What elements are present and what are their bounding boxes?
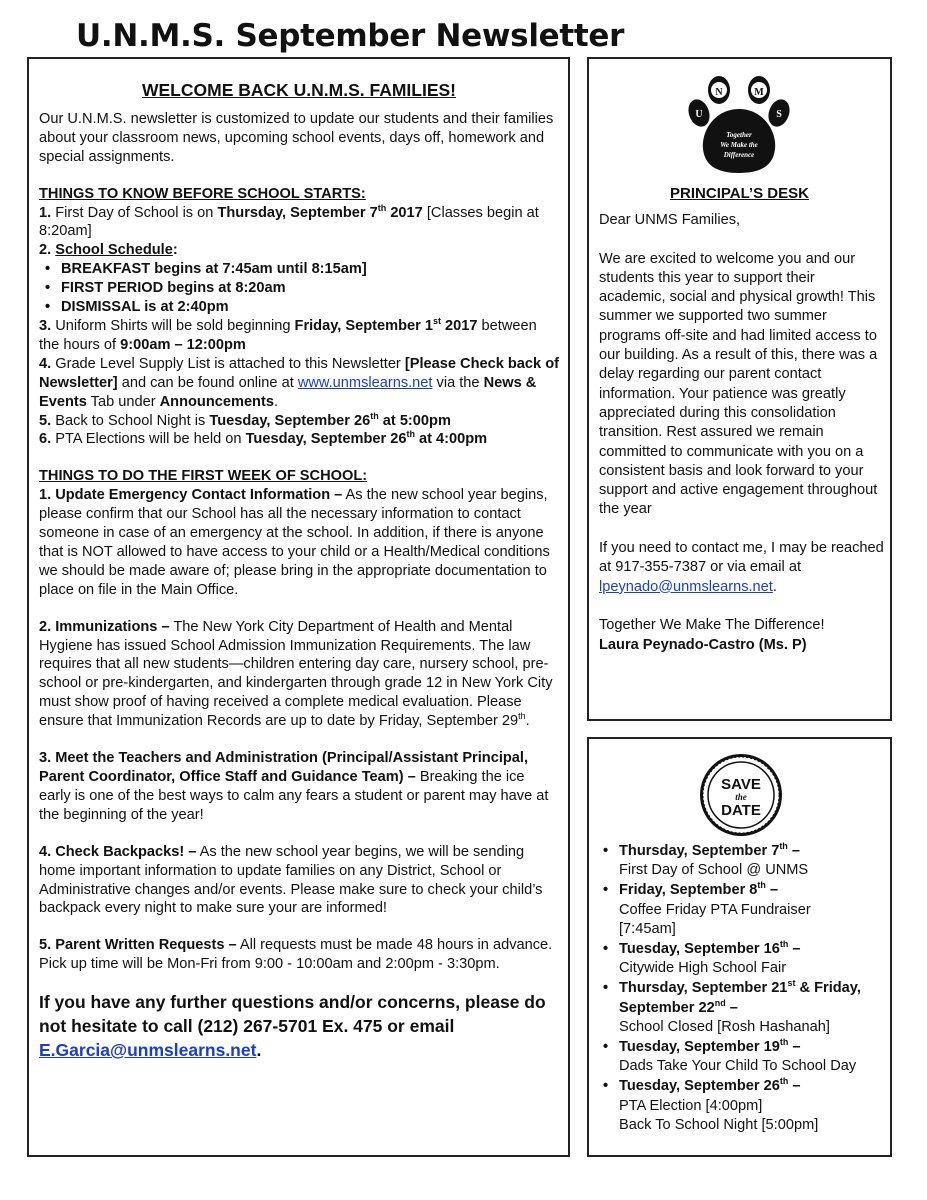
email-link[interactable]: E.Garcia@unmslearns.net [39,1040,257,1061]
know-item-6: 6. PTA Elections will be held on Tuesday, September 26th at 4:00pm [39,429,488,448]
newsletter-title: U.N.M.S. September Newsletter [76,18,625,54]
logo-motto: We Make the [720,141,758,149]
letter-motto: Together We Make The Difference! [599,617,825,634]
know-item-4: 4. Grade Level Supply List is attached to this Newsletter [Please Check back of Newsletter] and can be found online at www.unmslearns.net via the News & Events Tab under Announcements. [39,355,559,410]
principal-email-link[interactable]: lpeynado@unmslearns.net [599,578,773,595]
do-item-5: 5. Parent Written Requests – All requests must be made 48 hours in advance. Pick up time will be Mon-Fri from 9:00 - 10:00am and 2:00pm - 3:30pm. [39,937,553,973]
letter-signature: Laura Peynado-Castro (Ms. P) [599,636,807,653]
main-article [27,57,570,1157]
intro-paragraph: Our U.N.M.S. newsletter is customized to update our students and their families about your classroom news, upcoming school events, days off, homework and special assignments. [39,110,554,165]
principals-desk-heading: PRINCIPAL’S DESK [670,185,809,202]
closing-note: If you have any further questions and/or concerns, please do not hesitate to call (212) 267-5701 Ex. 475 or email E.Garcia@unmslearns.net. [39,992,546,1061]
know-item-2: 2. School Schedule: [39,242,178,259]
event-item: • Friday, September 8th – Coffee Friday PTA Fundraiser [7:45am] [599,881,889,939]
do-item-2: 2. Immunizations – The New York City Department of Health and Mental Hygiene has issued School Admission Immunization Requirements. The law requires that all new students—children entering day care, nursery school, pre-school or pre-kindergarten, and kindergarten through grade 12 in New York City must show proof of having received a complete medical evaluation. Please ensure that Immunization Records are up to date by Friday, September 29th. [39,618,553,730]
schedule-item: • FIRST PERIOD begins at 8:20am [41,279,559,298]
do-item-3: 3. Meet the Teachers and Administration (Principal/Assistant Principal, Parent Coordinator, Office Staff and Guidance Team) – Breaking the ice early is one of the best ways to calm any fears a student or parent may have at the beginning of the year! [39,750,549,823]
logo-letter: N [715,87,723,98]
logo-letter: U [695,109,703,120]
event-item: • Thursday, September 7th – First Day of School @ UNMS [599,842,889,880]
welcome-heading: WELCOME BACK U.N.M.S. FAMILIES! [141,80,457,100]
letter-contact: If you need to contact me, I may be reached at 917-355-7387 or via email at lpeynado@unmslearns.net. [599,540,884,595]
logo-motto: Difference [723,151,755,159]
know-item-1: 1. First Day of School is on Thursday, September 7th 2017 [Classes begin at 8:20am] [39,202,539,240]
logo-motto: Together [726,131,752,139]
know-item-3: 3. Uniform Shirts will be sold beginning Friday, September 1st 2017 between the hours of 9:00am – 12:00pm [39,316,537,353]
do-item-1: 1. Update Emergency Contact Information – As the new school year begins, please confirm that our School has all the necessary information to contact someone in case of an emergency at the school. In addition, if there is anyone that is NOT allowed to have access to your child or a Health/Medical conditions we should be made aware of; please bring in the appropriate documentation to place on file in the Main Office. [39,487,550,598]
website-link[interactable]: www.unmslearns.net [297,374,433,391]
event-item: • Tuesday, September 19th – Dads Take Your Child To School Day [599,1038,889,1076]
letter-greeting: Dear UNMS Families, [599,212,741,228]
event-item: • Thursday, September 21st & Friday, September 22nd – School Closed [Rosh Hashanah] [599,979,889,1037]
badge-save: SAVE [721,776,761,793]
letter-body: We are excited to welcome you and our students this year to support their academic, social and physical growth! This summer we supported two summer programs off-site and had limited access to our building. As a result of this, there was a delay regarding our parent contact information. Your patience was greatly appreciated during this consolidation transition. Rest assured we remain committed to communicate with you on a consistent basis and look forward to your support and active engagement throughout the year [599,250,878,518]
do-heading: THINGS TO DO THE FIRST WEEK OF SCHOOL: [39,468,368,485]
badge-the: the [735,792,747,802]
principals-letter [599,211,884,655]
event-item: • Tuesday, September 16th – Citywide High School Fair [599,940,889,978]
schedule-list [39,260,559,317]
do-item-4: 4. Check Backpacks! – As the new school year begins, we will be sending home important information to update families on any District, School or Administrative changes and/or events. Please make sure to check your child’s backpack every night to make sure your are informed! [39,843,543,917]
paw-logo [685,75,793,175]
schedule-item: • DISMISSAL is at 2:40pm [41,298,559,317]
schedule-item: • BREAKFAST begins at 7:45am until 8:15am] [41,260,559,279]
event-item: • Tuesday, September 26th – PTA Election [4:00pm] Back To School Night [5:00pm] [599,1077,889,1135]
logo-letter: M [754,87,764,98]
principals-desk [587,57,892,721]
know-item-5: 5. Back to School Night is Tuesday, September 26th at 5:00pm [39,410,451,429]
events-list [599,842,889,1136]
save-the-date-box [587,737,892,1157]
badge-date: DATE [721,802,761,819]
save-the-date-badge [699,753,783,837]
logo-letter: S [776,109,782,120]
know-heading: THINGS TO KNOW BEFORE SCHOOL STARTS: [39,185,366,202]
main-content [39,81,559,1062]
